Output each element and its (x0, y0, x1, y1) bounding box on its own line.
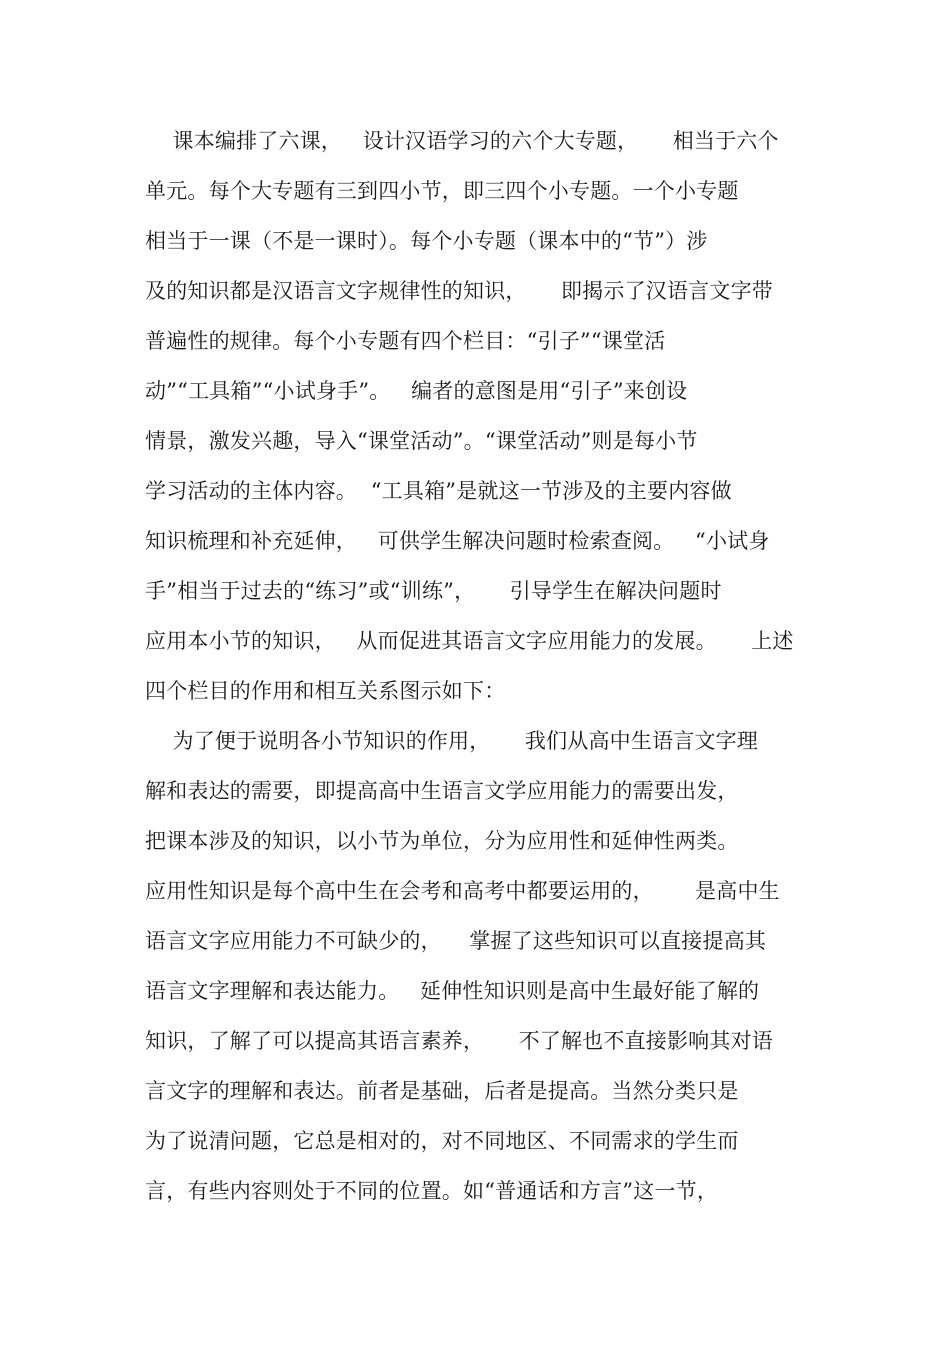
text-line: 为了说清问题，它总是相对的，对不同地区、不同需求的学生而 (145, 1129, 739, 1153)
text-line: 知识梳理和补充延伸， 可供学生解决问题时检索查阅。 “小试身 (145, 529, 770, 553)
text-line: 知识，了解了可以提高其语言素养， 不了解也不直接影响其对语 (145, 1029, 773, 1053)
text-line: 四个栏目的作用和相互关系图示如下： (145, 679, 506, 703)
text-line: 为了便于说明各小节知识的作用， 我们从高中生语言文字理 (145, 729, 759, 753)
text-line: 言，有些内容则处于不同的位置。如“普通话和方言”这一节， (145, 1179, 719, 1203)
text-line: 言文字的理解和表达。前者是基础，后者是提高。当然分类只是 (145, 1079, 739, 1103)
text-line: 普遍性的规律。每个小专题有四个栏目：“引子”“课堂活 (145, 329, 666, 353)
text-line: 相当于一课（不是一课时）。每个小专题（课本中的“节”）涉 (145, 229, 708, 253)
text-line: 及的知识都是汉语言文字规律性的知识， 即揭示了汉语言文字带 (145, 279, 773, 303)
text-line: 应用本小节的知识， 从而促进其语言文字应用能力的发展。 上述 (145, 629, 794, 653)
text-line: 应用性知识是每个高中生在会考和高考中都要运用的， 是高中生 (145, 879, 780, 903)
text-line: 把课本涉及的知识，以小节为单位，分为应用性和延伸性两类。 (145, 829, 739, 853)
text-line: 语言文字应用能力不可缺少的， 掌握了这些知识可以直接提高其 (145, 929, 767, 953)
text-line: 课本编排了六课， 设计汉语学习的六个大专题， 相当于六个 (145, 129, 779, 153)
text-line: 学习活动的主体内容。 “工具箱”是就这一节涉及的主要内容做 (145, 479, 732, 503)
text-line: 解和表达的需要，即提高高中生语言文学应用能力的需要出发， (145, 779, 739, 803)
text-line: 动”“工具箱”“小试身手”。 编者的意图是用“引子”来创设 (145, 379, 688, 403)
text-line: 手”相当于过去的“练习”或“训练”， 引导学生在解决问题时 (145, 579, 722, 603)
text-line: 单元。每个大专题有三到四小节，即三四个小专题。一个小专题 (145, 179, 739, 203)
text-line: 情景，激发兴趣，导入“课堂活动”。“课堂活动”则是每小节 (145, 429, 698, 453)
text-line: 语言文字理解和表达能力。 延伸性知识则是高中生最好能了解的 (145, 979, 760, 1003)
